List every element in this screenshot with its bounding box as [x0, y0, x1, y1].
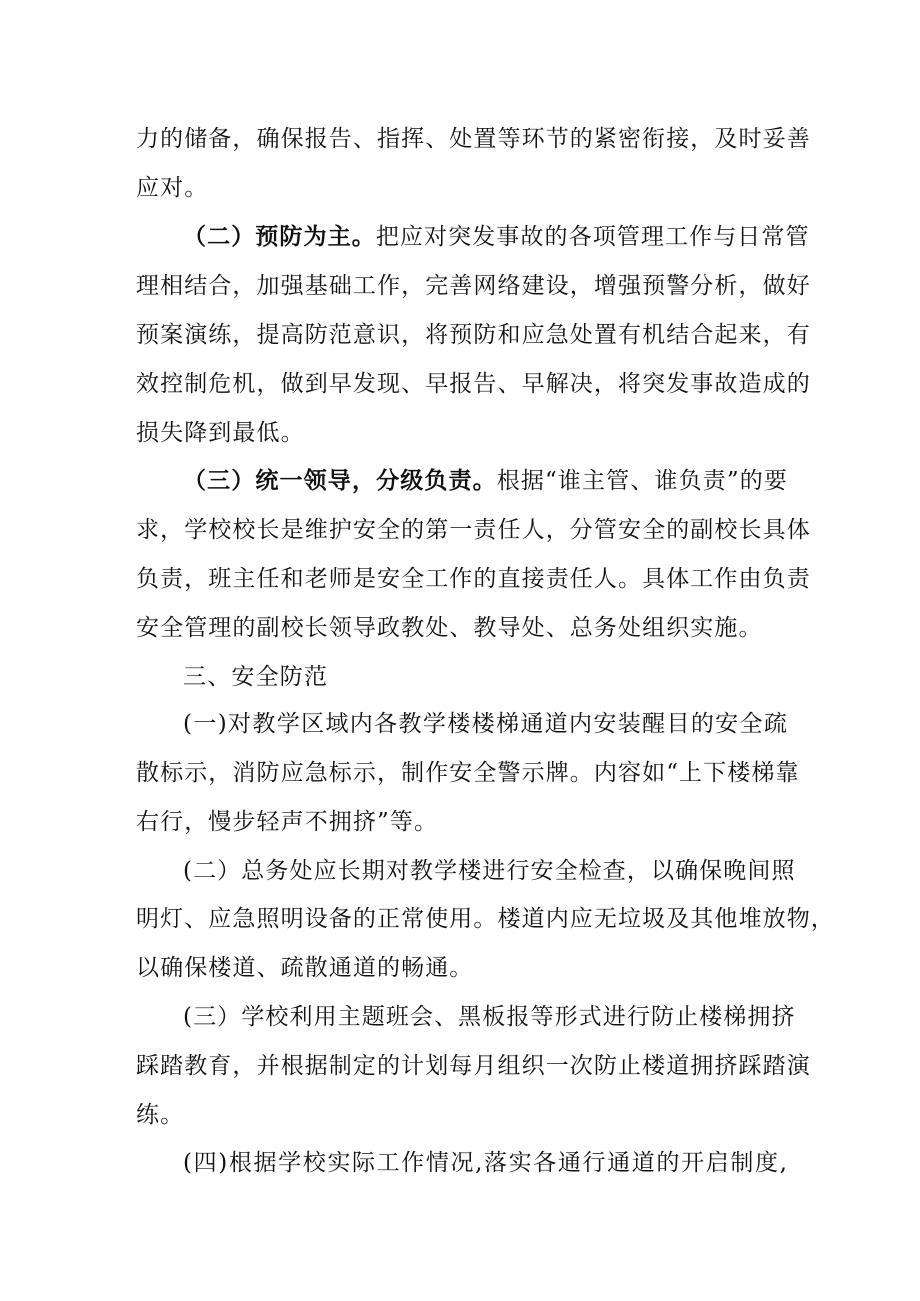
paragraph-first-line: [183, 466, 788, 496]
paragraph-line: 预案演练，提高防范意识，将预防和应急处置有机结合起来，有: [136, 322, 811, 348]
paragraph-line: 安全管理的副校长领导政教处、教导处、总务处组织实施。: [136, 615, 763, 641]
paragraph-line: (三）学校利用主题班会、黑板报等形式进行防止楼梯拥挤: [183, 1004, 796, 1030]
paragraph-line: (二）总务处应长期对教学楼进行安全检查，以确保晚间照: [183, 858, 796, 884]
paragraph-line: 右行，慢步轻声不拥挤”等。: [136, 809, 439, 835]
paragraph-line: 练。: [136, 1102, 185, 1128]
section-heading: 三、安全防范: [183, 664, 329, 690]
paragraph-line: 负责，班主任和老师是安全工作的直接责任人。具体工作由负责: [136, 566, 811, 592]
paragraph-line: 应对。: [136, 175, 209, 201]
paragraph-lead-rest: 把应对突发事故的各项管理工作与日常管: [375, 224, 810, 250]
paragraph-line: 理相结合，加强基础工作，完善网络建设，增强预警分析，做好: [136, 273, 811, 299]
paragraph-line: 力的储备，确保报告、指挥、处置等环节的紧密衔接，及时妥善: [136, 126, 811, 152]
paragraph-line: (四)根据学校实际工作情况,落实各通行通道的开启制度,: [183, 1150, 788, 1176]
paragraph-line: 损失降到最低。: [136, 420, 305, 446]
paragraph-line: 求，学校校长是维护安全的第一责任人，分管安全的副校长具体: [136, 517, 811, 543]
paragraph-line: (一)对教学区域内各教学楼楼梯通道内安装醒目的安全疏: [183, 711, 788, 737]
paragraph-lead-rest: 根据“谁主管、谁负责”的要: [496, 468, 788, 494]
paragraph-first-line: [183, 222, 810, 252]
paragraph-line: 踩踏教育，并根据制定的计划每月组织一次防止楼道拥挤踩踏演: [136, 1053, 811, 1079]
paragraph-lead-bold: （三）统一领导，分级负责。: [183, 467, 497, 494]
paragraph-lead-bold: （二）预防为主。: [183, 223, 376, 250]
paragraph-line: 效控制危机，做到早发现、早报告、早解决，将突发事故造成的: [136, 371, 811, 397]
paragraph-line: 散标示，消防应急标示，制作安全警示牌。内容如“上下楼梯靠: [136, 760, 800, 786]
paragraph-line: 明灯、应急照明设备的正常使用。楼道内应无垃圾及其他堆放物，: [136, 906, 835, 932]
paragraph-line: 以确保楼道、疏散通道的畅通。: [136, 955, 474, 981]
